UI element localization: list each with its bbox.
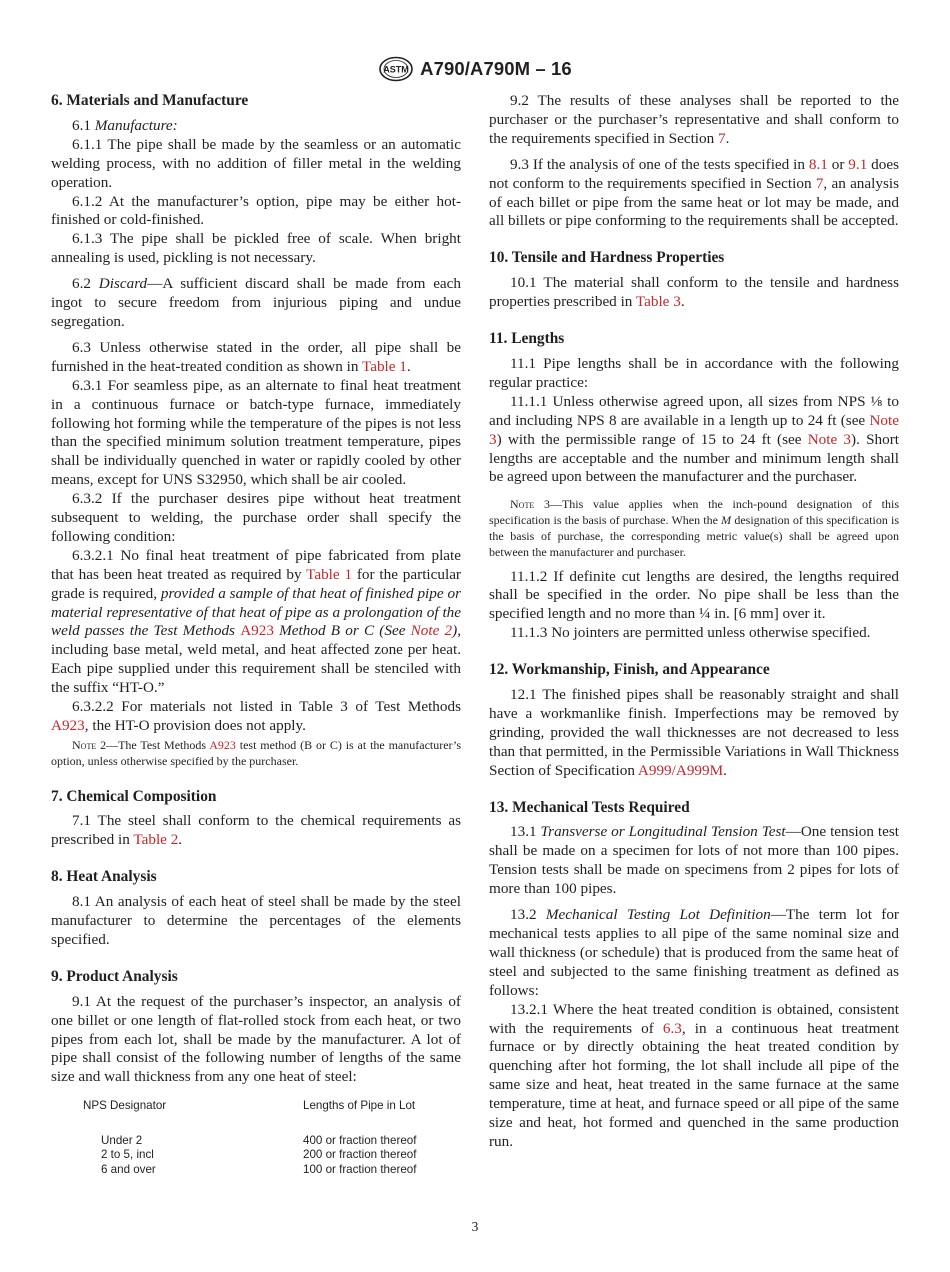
section-6-heading: 6. Materials and Manufacture [51,92,249,109]
table-cell: 6 and over [101,1162,156,1176]
astm-logo [378,56,414,82]
link-table-1[interactable]: Table 1 [306,565,353,583]
link-note-2[interactable]: Note 2 [410,622,453,640]
para-11-1-3: 11.1.3 No jointers are permitted unless otherwise specified. [510,624,871,642]
link-a923[interactable]: A923 [51,717,85,734]
page-number: 3 [471,1219,479,1234]
section-8-heading: 8. Heat Analysis [51,868,157,886]
section-10-heading: 10. Tensile and Hardness Properties [489,249,725,267]
para-13-2-1: 13.2.1 Where the heat treated condition is obtained, consistent with the requirements of 6.3, in a continuous heat treatment furnace or by directly obtaining the heat treated condition by quenching after hot forming, the lot shall include all pipe of the same size and heat, heat treated in the same furnace at the same temperature, time at heat, and furnace speed or all pipe of the same size and heat, hot formed and quenched in the same production run. [489,1000,899,1150]
table-header: NPS Designator [83,1099,167,1113]
para-9-3: 9.3 If the analysis of one of the tests specified in 8.1 or 9.1 does not conform to the requirements specified in Section 7, an analysis of each billet or pipe from the same heat or lot may be made, and all billets or pipe conforming to the requirements shall be accepted. [489,155,900,230]
left-column [51,92,461,1177]
link-a923[interactable]: A923 [209,737,236,752]
para-6-1-3: 6.1.3 The pipe shall be pickled free of scale. When bright annealing is used, pickling is not necessary. [51,230,461,267]
para-6-3: 6.3 Unless otherwise stated in the order, all pipe shall be furnished in the heat-treated condition as shown in Table 1. [51,338,461,375]
link-a923[interactable]: A923 [240,622,274,640]
para-11-1-1: 11.1.1 Unless otherwise agreed upon, all sizes from NPS ⅛ to and including NPS 8 are available in a length up to 24 ft (see Note 3) with the permissible range of 15 to 24 ft (see Note 3). Short lengths are acceptable and the number and minimum length shall be agreed upon between the manufacturer and the purchaser. [489,392,899,486]
table-cell: 200 or fraction thereof [303,1148,417,1162]
para-9-2: 9.2 The results of these analyses shall be reported to the purchaser or the purchaser’s representative and shall conform to the requirements specified in Section 7. [489,92,899,147]
table-cell: 2 to 5, incl [101,1148,154,1162]
table-row [83,1134,416,1148]
section-9-heading: 9. Product Analysis [51,967,178,985]
astm-logo-text: ASTM [383,64,409,75]
table-row [83,1148,416,1162]
right-column [489,92,899,1152]
link-table-1[interactable]: Table 1 [362,357,407,375]
para-7-1: 7.1 The steel shall conform to the chemical requirements as prescribed in Table 2. [51,812,461,849]
table-cell: Under 2 [101,1134,143,1148]
para-11-1: 11.1 Pipe lengths shall be in accordance with the following regular practice: [489,354,899,391]
page-header [0,56,950,82]
para-12-1: 12.1 The finished pipes shall be reasonably straight and shall have a workmanlike finish. Imperfections may be removed by grinding, provided the wall thicknesses are not decreased to less than that permitted, in the Permissible Variations in Wall Thickness Section of Specification A999/A999M. [489,686,899,779]
link-note-3[interactable]: Note 3 [807,430,852,448]
table-cell: 100 or fraction thereof [303,1162,417,1176]
para-9-1: 9.1 At the request of the purchaser’s inspector, an analysis of one billet or one length of flat-rolled stock from each heat, or two pipes from each lot, shall be made by the manufacturer. A lot of pipe shall consist of the following number of lengths of the same size and wall thickness from any one heat of steel: [51,992,461,1086]
para-6-1: 6.1 Manufacture: [72,116,178,134]
link-table-2[interactable]: Table 2 [133,831,179,849]
section-7-heading: 7. Chemical Composition [51,787,217,805]
note-2: Note 2—The Test Methods A923 test method (B or C) is at the manufacturer’s option, unless otherwise specified by the purchaser. [51,737,462,768]
para-6-3-2-2: 6.3.2.2 For materials not listed in Table 3 of Test Methods A923, the HT-O provision does not apply. [51,698,461,734]
para-13-1: 13.1 Transverse or Longitudinal Tension Test—One tension test shall be made on a specimen for lots of not more than 100 pipes. Tension tests shall be made on specimens from 2 pipes for lots of more than 100 pipes. [489,823,900,898]
link-a999[interactable]: A999/A999M [637,761,724,779]
note-3: Note 3—This value applies when the inch-pound designation of this specification is the basis of purchase. When the M designation of this specification is the basis of purchase, the corresponding metric value(s) shall be agreed upon between the manufacturer and purchaser. [489,497,899,559]
para-6-1-2: 6.1.2 At the manufacturer’s option, pipe may be either hot-finished or cold-finished. [51,192,461,229]
link-section-7[interactable]: 7 [718,129,726,147]
para-10-1: 10.1 The material shall conform to the tensile and hardness properties prescribed in Table 3. [489,274,899,311]
link-6-3[interactable]: 6.3 [662,1019,682,1037]
section-13-heading: 13. Mechanical Tests Required [489,798,690,816]
section-11-heading: 11. Lengths [489,330,565,348]
para-11-1-2: 11.1.2 If definite cut lengths are desired, the lengths required shall be specified in the order. No pipe shall be less than the specified length and no more than ¼ in. [6 mm] over it. [489,567,899,623]
table-row [83,1163,416,1177]
lot-size-table [83,1097,416,1177]
para-6-2: 6.2 Discard—A sufficient discard shall be made from each ingot to secure freedom from injurious piping and undue segregation. [51,275,462,330]
table-header: Lengths of Pipe in Lot [303,1099,416,1113]
link-note-3[interactable]: Note 3 [489,411,899,448]
para-8-1: 8.1 An analysis of each heat of steel shall be made by the steel manufacturer to determine the percentages of the elements specified. [51,893,461,948]
document-designation: A790/A790M – 16 [420,58,572,79]
para-6-3-1: 6.3.1 For seamless pipe, as an alternate to final heat treatment in a continuous furnace or batch-type furnace, immediately following hot forming while the temperature of the pipes is not less than the specified minimum solution treatment temperature, pipes shall be individually quenched in water or rapidly cooled by other means, except for UNS S32950, which shall be air cooled. [51,376,461,489]
para-13-2: 13.2 Mechanical Testing Lot Definition—The term lot for mechanical tests applies to all pipe of the same nominal size and wall thickness (or schedule) that is produced from the same heat of steel and subjected to the same finishing treatment as defined as follows: [489,906,899,999]
link-8-1[interactable]: 8.1 [808,155,828,173]
table-cell: 400 or fraction thereof [303,1134,417,1148]
section-12-heading: 12. Workmanship, Finish, and Appearance [489,661,770,679]
link-table-3[interactable]: Table 3 [635,293,681,311]
para-6-3-2-1: 6.3.2.1 No final heat treatment of pipe fabricated from plate that has been heat treated as required by Table 1 for the particular grade is required, provided a sample of that heat of finished pipe or material representative of that heat of pipe as a prolongation of the weld passes the Test Methods A923 Method B or C (See Note 2), including base metal, weld metal, and heat affected zone per heat. Each pipe supplied under this requirement shall be stenciled with the suffix “HT-O.” [51,546,462,697]
link-section-7[interactable]: 7 [815,174,824,192]
para-6-3-2: 6.3.2 If the purchaser desires pipe without heat treatment subsequent to welding, the purchase order shall specify the following condition: [51,490,461,545]
link-9-1[interactable]: 9.1 [848,155,868,173]
para-6-1-1: 6.1.1 The pipe shall be made by the seamless or an automatic welding process, with no addition of filler metal in the welding operation. [51,135,461,191]
